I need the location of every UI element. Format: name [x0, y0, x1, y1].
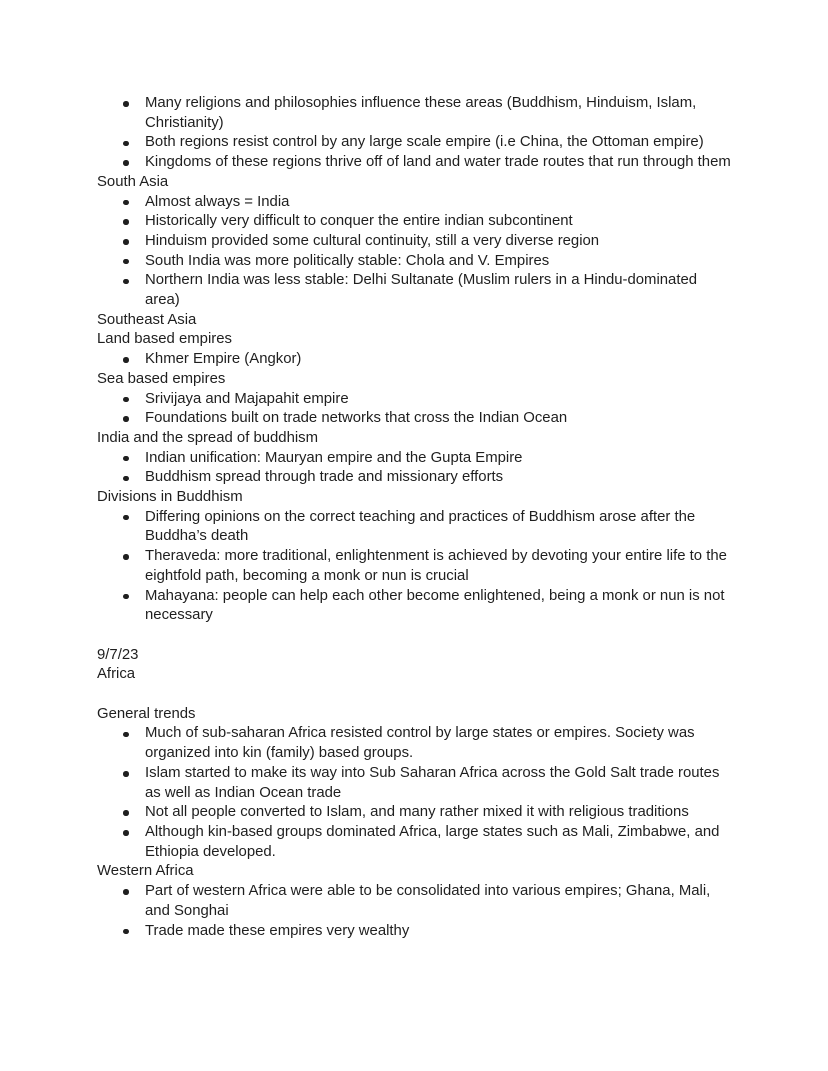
bullet-text: Islam started to make its way into Sub Saharan Africa across the Gold Salt trade routes as well as Indian Ocean trade [145, 764, 720, 801]
bullet-text: Both regions resist control by any large scale empire (i.e China, the Ottoman empire) [145, 134, 704, 151]
heading-paragraph: 9/7/23 [97, 646, 139, 663]
bullet-marker-icon [123, 141, 129, 147]
bullet-text: Khmer Empire (Angkor) [145, 351, 302, 368]
bullet-text: Not all people converted to Islam, and many rather mixed it with religious traditions [145, 804, 689, 821]
bullet-text: Many religions and philosophies influence these areas (Buddhism, Hinduism, Islam, Christianity) [145, 95, 697, 131]
bullet-marker-icon [123, 732, 129, 738]
bullet-item [97, 587, 731, 626]
bullet-item [97, 724, 731, 763]
blank-line [97, 626, 731, 646]
bullet-item [97, 153, 731, 173]
heading-paragraph: Africa [97, 666, 136, 683]
bullet-text: Trade made these empires very wealthy [145, 922, 410, 939]
bullet-marker-icon [123, 357, 129, 363]
bullet-marker-icon [123, 830, 129, 836]
bullet-marker-icon [123, 101, 129, 107]
bullet-text: Srivijaya and Majapahit empire [145, 390, 349, 407]
bullet-item [97, 252, 731, 272]
bullet-marker-icon [123, 200, 129, 206]
bullet-item [97, 547, 731, 586]
bullet-marker-icon [123, 259, 129, 265]
bullet-text: Much of sub-saharan Africa resisted control by large states or empires. Society was organized into kin (family) based groups. [145, 725, 695, 762]
bullet-text: Theraveda: more traditional, enlightenment is achieved by devoting your entire life to the eightfold path, becoming a monk or nun is crucial [145, 548, 727, 584]
bullet-text: Although kin-based groups dominated Africa, large states such as Mali, Zimbabwe, and Ethiopia developed. [145, 823, 720, 860]
bullet-item [97, 803, 731, 823]
bullet-text: Part of western Africa were able to be consolidated into various empires; Ghana, Mali, and Songhai [145, 883, 711, 919]
heading-paragraph: Land based empires [97, 331, 232, 348]
bullet-marker-icon [123, 397, 129, 403]
bullet-marker-icon [123, 929, 129, 935]
bullet-marker-icon [123, 219, 129, 225]
bullet-item [97, 882, 731, 921]
bullet-text: Mahayana: people can help each other become enlightened, being a monk or nun is not necessary [145, 587, 725, 624]
bullet-item [97, 232, 731, 252]
bullet-item [97, 764, 731, 803]
bullet-text: Historically very difficult to conquer the entire indian subcontinent [145, 213, 573, 230]
heading-paragraph: Western Africa [97, 863, 194, 880]
bullet-marker-icon [123, 416, 129, 422]
bullet-marker-icon [123, 810, 129, 816]
bullet-item [97, 409, 731, 429]
bullet-marker-icon [123, 771, 129, 777]
heading-paragraph: Divisions in Buddhism [97, 489, 243, 506]
bullet-text: Indian unification: Mauryan empire and the Gupta Empire [145, 449, 523, 466]
bullet-marker-icon [123, 160, 129, 166]
heading-paragraph: Sea based empires [97, 370, 226, 387]
heading-paragraph: Southeast Asia [97, 311, 197, 328]
bullet-item [97, 133, 731, 153]
heading-paragraph: South Asia [97, 173, 169, 190]
bullet-text: Buddhism spread through trade and missionary efforts [145, 469, 504, 486]
heading-paragraph: General trends [97, 705, 196, 722]
bullet-text: Northern India was less stable: Delhi Sultanate (Muslim rulers in a Hindu-dominated area) [145, 272, 698, 309]
bullet-item [97, 193, 731, 213]
bullet-marker-icon [123, 554, 129, 560]
bullet-item [97, 271, 731, 310]
bullet-marker-icon [123, 889, 129, 895]
bullet-item [97, 212, 731, 232]
bullet-item [97, 468, 731, 488]
bullet-item [97, 922, 731, 942]
bullet-marker-icon [123, 594, 129, 600]
document-content [97, 94, 731, 941]
bullet-text: Almost always = India [145, 193, 290, 210]
bullet-text: Kingdoms of these regions thrive off of land and water trade routes that run through them [145, 154, 731, 171]
bullet-item [97, 94, 731, 133]
bullet-marker-icon [123, 515, 129, 521]
bullet-marker-icon [123, 456, 129, 462]
bullet-item [97, 390, 731, 410]
bullet-item [97, 350, 731, 370]
bullet-text: Foundations built on trade networks that cross the Indian Ocean [145, 410, 568, 427]
bullet-item [97, 508, 731, 547]
blank-line [97, 685, 731, 705]
bullet-item [97, 823, 731, 862]
bullet-marker-icon [123, 239, 129, 245]
bullet-marker-icon [123, 476, 129, 482]
bullet-text: Differing opinions on the correct teaching and practices of Buddhism arose after the Buddha’s death [145, 508, 696, 545]
bullet-text: Hinduism provided some cultural continuity, still a very diverse region [145, 232, 600, 249]
bullet-text: South India was more politically stable: Chola and V. Empires [145, 252, 550, 269]
bullet-item [97, 449, 731, 469]
heading-paragraph: India and the spread of buddhism [97, 429, 319, 446]
bullet-marker-icon [123, 279, 129, 285]
